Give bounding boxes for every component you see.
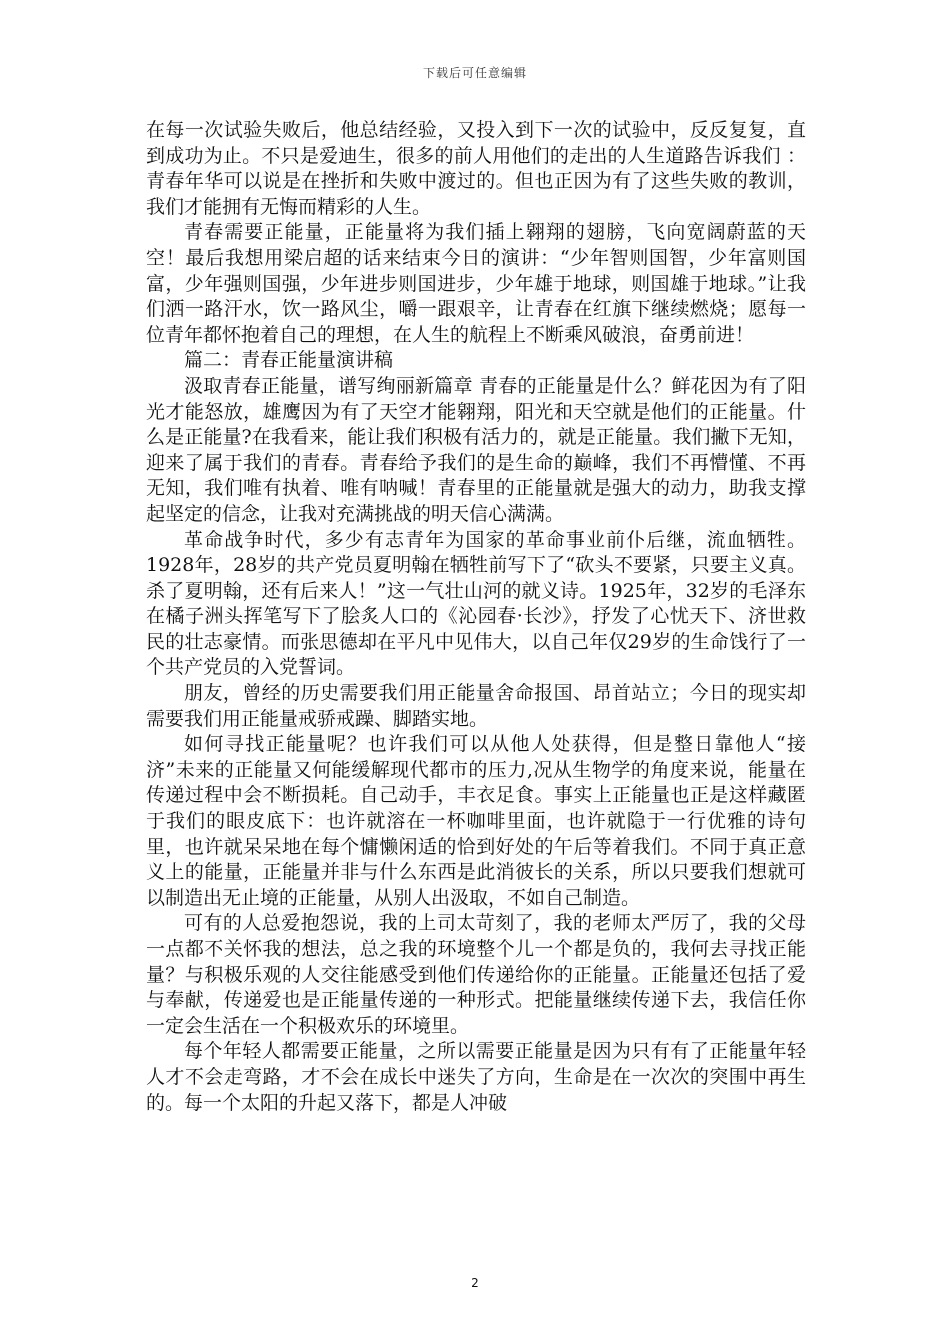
page-header: 下载后可任意编辑 (422, 66, 527, 80)
paragraph: 青春需要正能量，正能量将为我们插上翱翔的翅膀，飞向宽阔蔚蓝的天空！最后我想用梁启超的话来结束今日的演讲：“少年智则国智，少年富则国富，少年强则国强，少年进步则国进步，少年雄于地球，则国雄于地球。”让我们洒一路汗水，饮一路风尘，嚼一跟艰辛，让青春在红旗下继续燃烧；愿每一位青年都怀抱着自己的理想，在人生的航程上不断乘风破浪，奋勇前进！ (146, 221, 806, 346)
document-body (146, 118, 806, 1116)
paragraph: 如何寻找正能量呢？也许我们可以从他人处获得，但是整日靠他人“接济”未来的正能量又何能缓解现代都市的压力,况从生物学的角度来说，能量在传递过程中会不断损耗。自己动手，丰衣足食。事实上正能量也正是这样藏匿于我们的眼皮底下：也许就溶在一杯咖啡里面，也许就隐于一行优雅的诗句里，也许就呆呆地在每个慵懒闲适的恰到好处的午后等着我们。不同于真正意义上的能量，正能量并非与什么东西是此消彼长的关系，所以只要我们想就可以制造出无止境的正能量，从别人出汲取，不如自己制造。 (146, 733, 806, 909)
paragraph: 汲取青春正能量，谱写绚丽新篇章 青春的正能量是什么？鲜花因为有了阳光才能怒放，雄鹰因为有了天空才能翱翔，阳光和天空就是他们的正能量。什么是正能量?在我看来，能让我们积极有活力的，就是正能量。我们撇下无知，迎来了属于我们的青春。青春给予我们的是生命的巅峰，我们不再懵懂、不再无知，我们唯有执着、唯有呐喊！青春里的正能量就是强大的动力，助我支撑起坚定的信念，让我对充满挑战的明天信心满满。 (146, 374, 806, 525)
paragraph: 革命战争时代，多少有志青年为国家的革命事业前仆后继，流血牺牲。1928年，28岁的共产党员夏明翰在牺牲前写下了“砍头不要紧，只要主义真。杀了夏明翰，还有后来人！”这一气壮山河的就义诗。1925年，32岁的毛泽东在橘子洲头挥笔写下了脍炙人口的《沁园春·长沙》，抒发了心忧天下、济世救民的壮志豪情。而张思德却在平凡中见伟大，以自己年仅29岁的生命饯行了一个共产党员的入党誓词。 (146, 528, 806, 679)
paragraph: 可有的人总爱抱怨说，我的上司太苛刻了，我的老师太严厉了，我的父母一点都不关怀我的想法，总之我的环境整个儿一个都是负的，我何去寻找正能量？与积极乐观的人交往能感受到他们传递给你的正能量。正能量还包括了爱与奉献，传递爱也是正能量传递的一种形式。把能量继续传递下去，我信任你一定会生活在一个积极欢乐的环境里。 (146, 912, 806, 1037)
page-number: 2 (471, 1276, 479, 1290)
paragraph: 在每一次试验失败后，他总结经验，又投入到下一次的试验中，反反复复，直到成功为止。不只是爱迪生，很多的前人用他们的走出的人生道路告诉我们 ：青春年华可以说是在挫折和失败中渡过的。但也正因为有了这些失败的教训，我们才能拥有无悔而精彩的人生。 (146, 119, 806, 218)
paragraph: 朋友，曾经的历史需要我们用正能量舍命报国、昂首站立；今日的现实却需要我们用正能量戒骄戒躁、脚踏实地。 (146, 682, 806, 730)
paragraph: 每个年轻人都需要正能量，之所以需要正能量是因为只有有了正能量年轻人才不会走弯路，才不会在成长中迷失了方向，生命是在一次次的突围中再生的。每一个太阳的升起又落下，都是人冲破 (146, 1040, 806, 1114)
section-heading: 篇二：青春正能量演讲稿 (184, 349, 394, 372)
